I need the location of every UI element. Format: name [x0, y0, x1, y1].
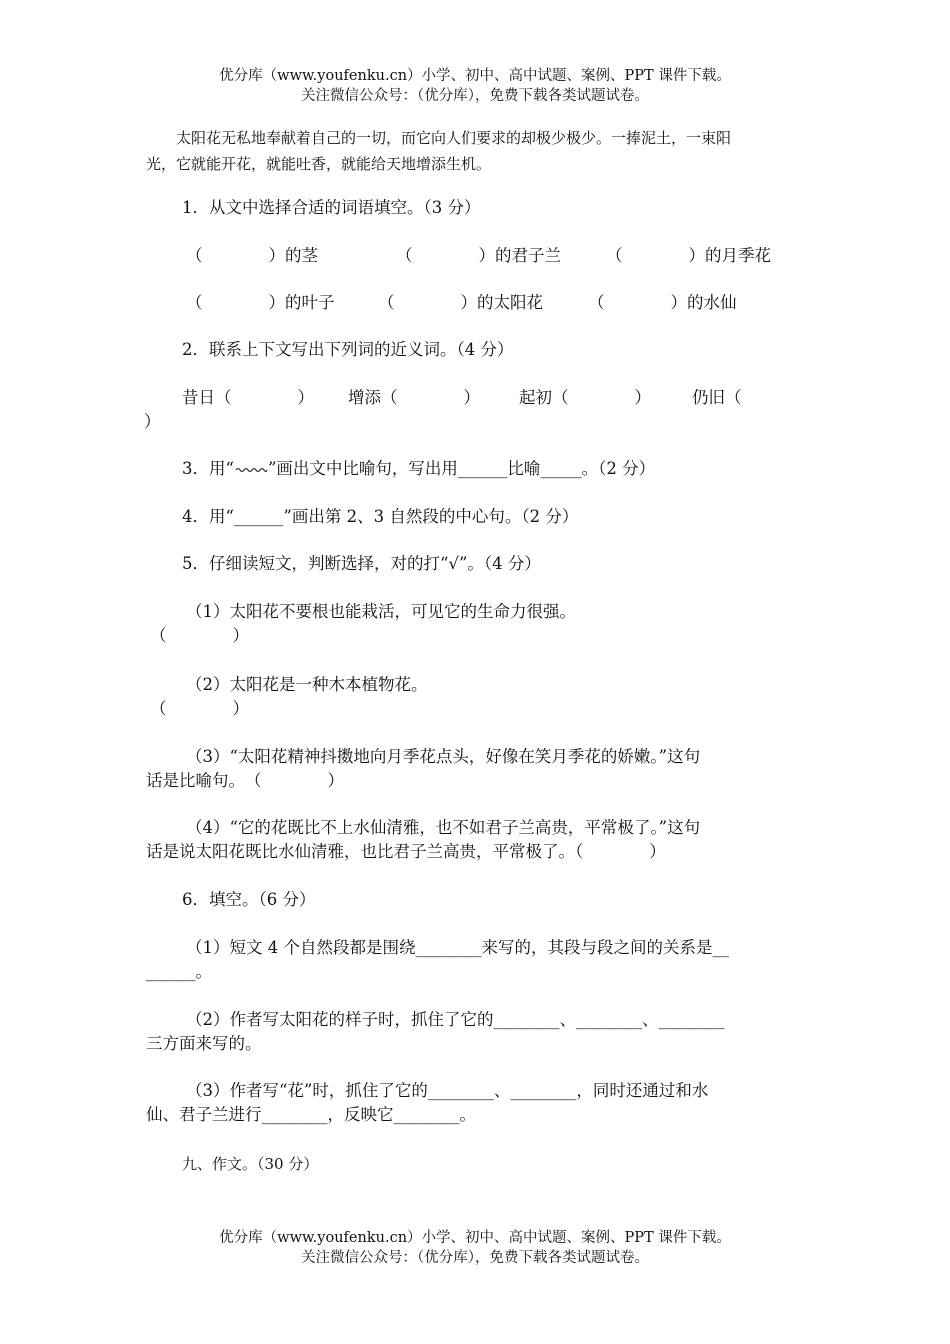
wavy-line-icon	[234, 465, 268, 475]
q5-item-2: （2）太阳花是一种木本植物花。	[186, 675, 428, 694]
q6-item-3-line-1: （3）作者写“花”时，抓住了它的________、________，同时还通过和水	[186, 1081, 709, 1100]
q2-item-4: 仍旧（	[692, 388, 742, 407]
q6-item-2-line-2: 三方面来写的。	[146, 1034, 262, 1053]
q3-post: ”画出文中比喻句，写出用______比喻_____。（2 分）	[267, 459, 656, 478]
footer-line-1: 优分库（www.youfenku.cn）小学、初中、高中试题、案例、PPT 课件下载。	[219, 1230, 731, 1246]
q1-blank-6: （ ）的水仙	[588, 293, 737, 312]
header-line-1: 优分库（www.youfenku.cn）小学、初中、高中试题、案例、PPT 课件下载。	[219, 68, 731, 84]
q2-title: 2．联系上下文写出下列词的近义词。（4 分）	[182, 340, 514, 359]
q6-item-1-line-2: ______。	[146, 962, 212, 981]
q2-item-2: 增添（ ）	[348, 388, 480, 407]
q5-item-2-blank: （ ）	[150, 699, 249, 718]
header-line-2: 关注微信公众号：（优分库），免费下载各类试题试卷。	[301, 88, 649, 104]
q5-title: 5．仔细读短文，判断选择，对的打“√”。（4 分）	[182, 554, 541, 573]
q9-title: 九、作文。（30 分）	[182, 1155, 319, 1173]
passage-line-1: 太阳花无私地奉献着自己的一切，而它向人们要求的却极少极少。一捧泥土，一束阳	[146, 129, 732, 147]
q5-item-1: （1）太阳花不要根也能栽活，可见它的生命力很强。	[186, 602, 576, 621]
q5-item-3-line-2: 话是比喻句。 （ ）	[146, 771, 344, 790]
q1-blank-4: （ ）的叶子	[186, 293, 335, 312]
q1-blank-3: （ ）的月季花	[606, 246, 771, 265]
q2-tail: ）	[144, 412, 161, 431]
q1-blank-5: （ ）的太阳花	[378, 293, 543, 312]
q5-item-4-line-2: 话是说太阳花既比水仙清雅，也比君子兰高贵，平常极了。（ ）	[146, 842, 666, 861]
footer-line-2: 关注微信公众号：（优分库），免费下载各类试题试卷。	[301, 1250, 649, 1266]
q5-item-1-blank: （ ）	[150, 626, 249, 645]
q6-item-2-line-1: （2）作者写太阳花的样子时，抓住了它的________、________、________	[186, 1010, 725, 1029]
q3-line	[182, 457, 842, 481]
q1-blank-1: （ ）的茎	[186, 246, 318, 265]
q5-item-3-line-1: （3）“太阳花精神抖擞地向月季花点头，好像在笑月季花的娇嫩。”这句	[186, 747, 701, 766]
q3-pre: 3．用“	[182, 459, 234, 478]
q4-title: 4．用“______”画出第 2、3 自然段的中心句。（2 分）	[182, 507, 579, 526]
q2-item-3: 起初（ ）	[519, 388, 651, 407]
q1-blank-2: （ ）的君子兰	[396, 246, 561, 265]
q5-item-4-line-1: （4）“它的花既比不上水仙清雅，也不如君子兰高贵，平常极了。”这句	[186, 818, 701, 837]
passage-line-2: 光，它就能开花，就能吐香，就能给天地增添生机。	[146, 155, 492, 173]
q6-item-3-line-2: 仙、君子兰进行________，反映它________。	[146, 1105, 476, 1124]
q2-item-1: 昔日（ ）	[182, 388, 314, 407]
q1-title: 1．从文中选择合适的词语填空。（3 分）	[182, 198, 481, 217]
q6-title: 6．填空。（6 分）	[182, 890, 316, 909]
q6-item-1-line-1: （1）短文 4 个自然段都是围绕________来写的，其段与段之间的关系是__	[186, 938, 729, 957]
